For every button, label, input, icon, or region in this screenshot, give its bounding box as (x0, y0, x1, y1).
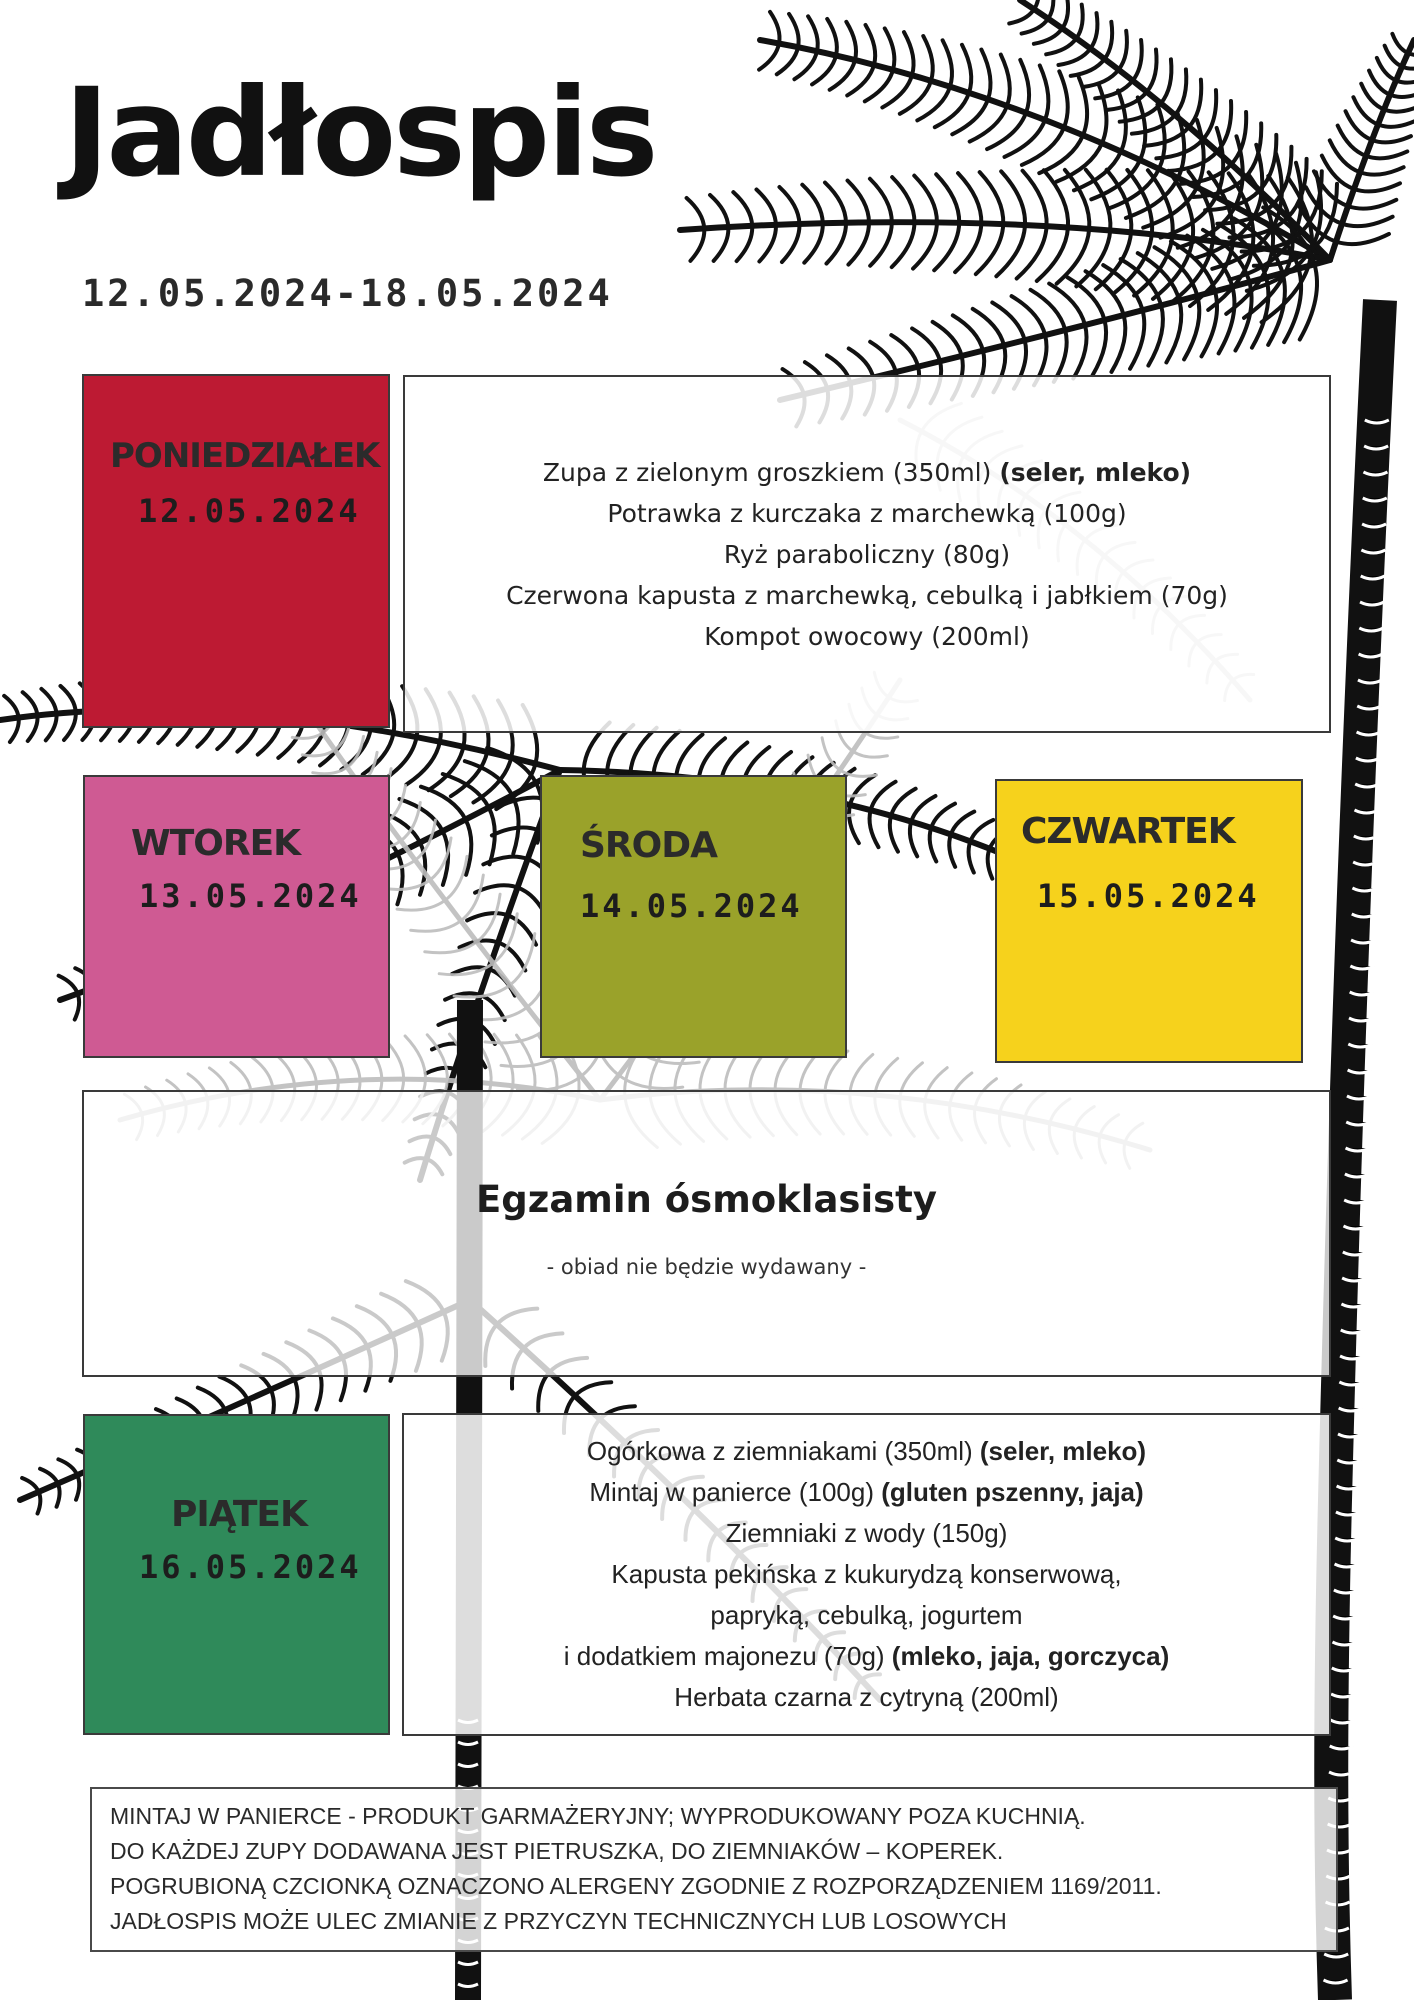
day-name: CZWARTEK (1021, 811, 1235, 852)
day-card-thursday (995, 779, 1303, 1063)
day-date: 14.05.2024 (580, 887, 803, 925)
menu-item (564, 1431, 1170, 1472)
menu-item-text: Czerwona kapusta z marchewką, cebulką i jabłkiem (70g) (506, 580, 1228, 610)
menu-item-text: Mintaj w panierce (100g) (589, 1477, 882, 1507)
footer-line: MINTAJ W PANIERCE - PRODUKT GARMAŻERYJNY; WYPRODUKOWANY POZA KUCHNIĄ. (110, 1803, 1086, 1829)
menu-item-allergens: (seler, mleko) (979, 1436, 1147, 1466)
date-range: 12.05.2024-18.05.2024 (82, 272, 613, 315)
footer-notes (90, 1787, 1338, 1952)
day-card-friday (83, 1414, 390, 1735)
day-date: 13.05.2024 (139, 877, 362, 915)
menu-item-text: Zupa z zielonym groszkiem (350ml) (542, 457, 1000, 487)
day-card-tuesday (83, 775, 390, 1058)
menu-item (564, 1472, 1170, 1513)
day-name: PIĄTEK (171, 1494, 307, 1535)
menu-item-text: Kompot owocowy (200ml) (704, 621, 1030, 651)
menu-item (506, 534, 1228, 575)
menu-item-text: Ryż paraboliczny (80g) (723, 539, 1011, 569)
menu-item-text: Ogórkowa z ziemniakami (350ml) (586, 1436, 980, 1466)
day-name: WTOREK (131, 823, 301, 864)
menu-item (506, 575, 1228, 616)
menu-item (564, 1636, 1170, 1677)
day-card-monday (82, 374, 390, 728)
menu-item (564, 1595, 1170, 1636)
menu-item (564, 1554, 1170, 1595)
menu-item-text: papryką, cebulką, jogurtem (710, 1600, 1023, 1630)
footer-line: JADŁOSPIS MOŻE ULEC ZMIANIE Z PRZYCZYN TECHNICZNYCH LUB LOSOWYCH (110, 1908, 1007, 1934)
menu-item-allergens: (seler, mleko) (999, 457, 1192, 487)
menu-item-allergens: (mleko, jaja, gorczyca) (891, 1641, 1170, 1671)
menu-item-allergens: (gluten pszenny, jaja) (881, 1477, 1144, 1507)
menu-friday (402, 1413, 1331, 1736)
day-card-wednesday (540, 775, 847, 1058)
menu-item-text: i dodatkiem majonezu (70g) (563, 1641, 892, 1671)
menu-item-text: Ziemniaki z wody (150g) (725, 1518, 1008, 1548)
day-date: 15.05.2024 (1037, 877, 1260, 915)
menu-item-text: Kapusta pekińska z kukurydzą konserwową, (611, 1559, 1122, 1589)
footer-line: DO KAŻDEJ ZUPY DODAWANA JEST PIETRUSZKA, DO ZIEMNIAKÓW – KOPEREK. (110, 1838, 1004, 1864)
page-title: Jadłospis (64, 62, 656, 204)
day-name: PONIEDZIAŁEK (110, 436, 380, 476)
menu-item-text: Potrawka z kurczaka z marchewką (100g) (607, 498, 1127, 528)
menu-item (506, 493, 1228, 534)
exam-notice (82, 1090, 1331, 1377)
menu-item-text: Herbata czarna z cytryną (200ml) (674, 1682, 1059, 1712)
menu-item (564, 1513, 1170, 1554)
menu-monday (403, 375, 1331, 733)
exam-subtitle: - obiad nie będzie wydawany - (546, 1255, 867, 1279)
day-name: ŚRODA (580, 825, 717, 866)
day-date: 16.05.2024 (139, 1548, 362, 1586)
exam-title: Egzamin ósmoklasisty (476, 1178, 937, 1221)
footer-line: POGRUBIONĄ CZCIONKĄ OZNACZONO ALERGENY ZGODNIE Z ROZPORZĄDZENIEM 1169/2011. (110, 1873, 1162, 1899)
day-date: 12.05.2024 (138, 492, 361, 530)
menu-item (506, 452, 1228, 493)
menu-item (564, 1677, 1170, 1718)
menu-item (506, 616, 1228, 657)
